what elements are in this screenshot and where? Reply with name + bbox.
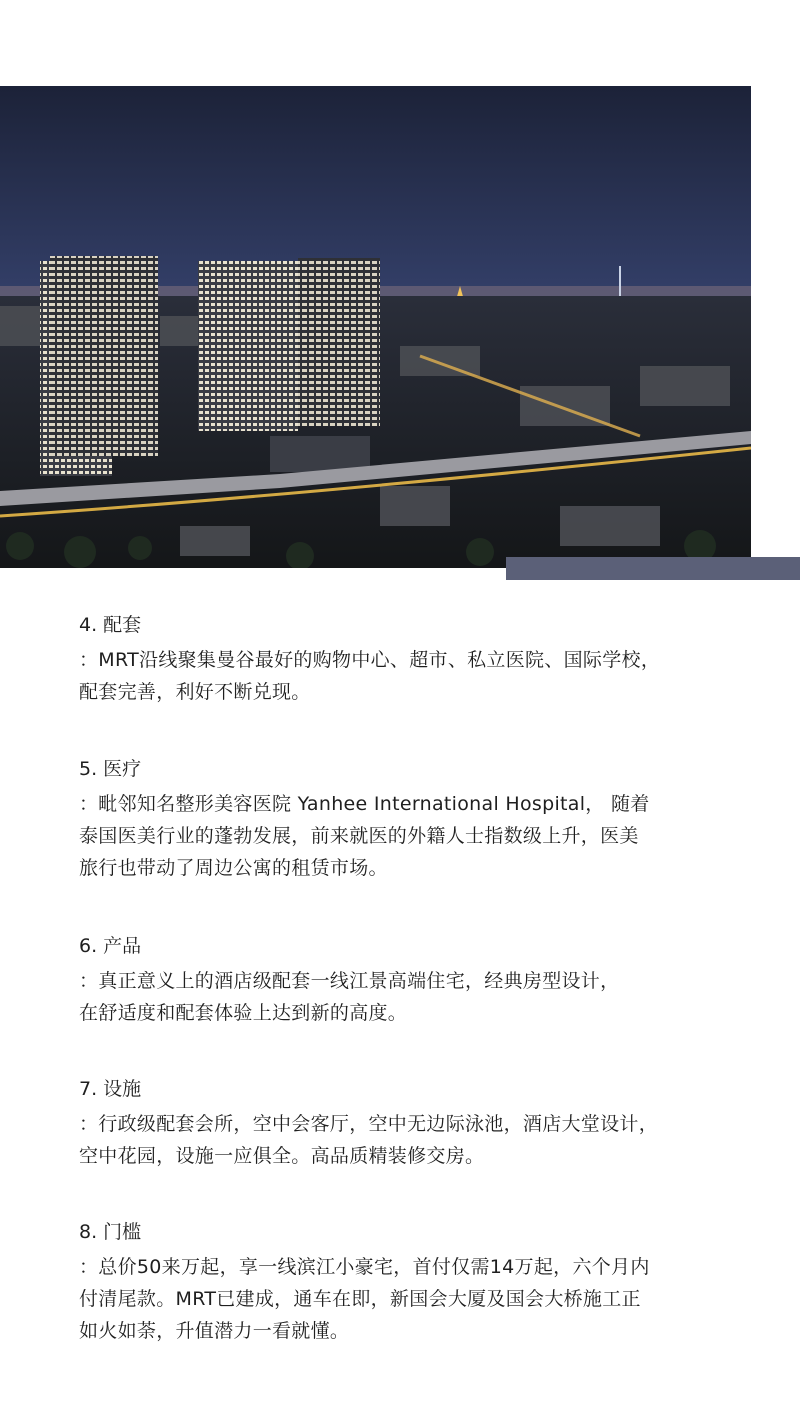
section-line: 空中花园，设施一应俱全。高品质精装修交房。 [79,1145,485,1167]
night-skyline-illustration [0,86,751,568]
section-line: 如火如荼，升值潜力一看就懂。 [79,1320,350,1342]
section-title: 8. 门槛 [79,1221,142,1243]
section-line: 付清尾款。MRT已建成，通车在即，新国会大厦及国会大桥施工正 [79,1288,641,1310]
section-line: ：毗邻知名整形美容医院 Yanhee International Hospital， 随着 [79,793,650,815]
section-title: 5. 医疗 [79,758,142,780]
section-facilities [79,1076,759,1172]
section-line: ：行政级配套会所，空中会客厅，空中无边际泳池，酒店大堂设计， [79,1113,659,1135]
section-medical [79,756,759,884]
tower-center-b [298,258,380,426]
tower-left-b [50,256,158,456]
section-line: ：真正意义上的酒店级配套一线江景高端住宅，经典房型设计， [79,970,620,992]
section-line: 配套完善，利好不断兑现。 [79,681,311,703]
hero-image [0,86,751,568]
tower-center-a [198,261,298,431]
section-threshold [79,1219,759,1347]
section-line: ：总价50来万起，享一线滨江小豪宅，首付仅需14万起，六个月内 [79,1256,650,1278]
section-line: 在舒适度和配套体验上达到新的高度。 [79,1002,408,1024]
section-title: 6. 产品 [79,935,142,957]
section-amenities [79,612,759,708]
accent-bar [506,557,800,580]
section-product [79,933,759,1029]
section-line: 泰国医美行业的蓬勃发展，前来就医的外籍人士指数级上升，医美 [79,825,639,847]
section-title: 4. 配套 [79,614,142,636]
section-line: 旅行也带动了周边公寓的租赁市场。 [79,857,388,879]
section-title: 7. 设施 [79,1078,142,1100]
section-line: ：MRT沿线聚集曼谷最好的购物中心、超市、私立医院、国际学校， [79,649,661,671]
